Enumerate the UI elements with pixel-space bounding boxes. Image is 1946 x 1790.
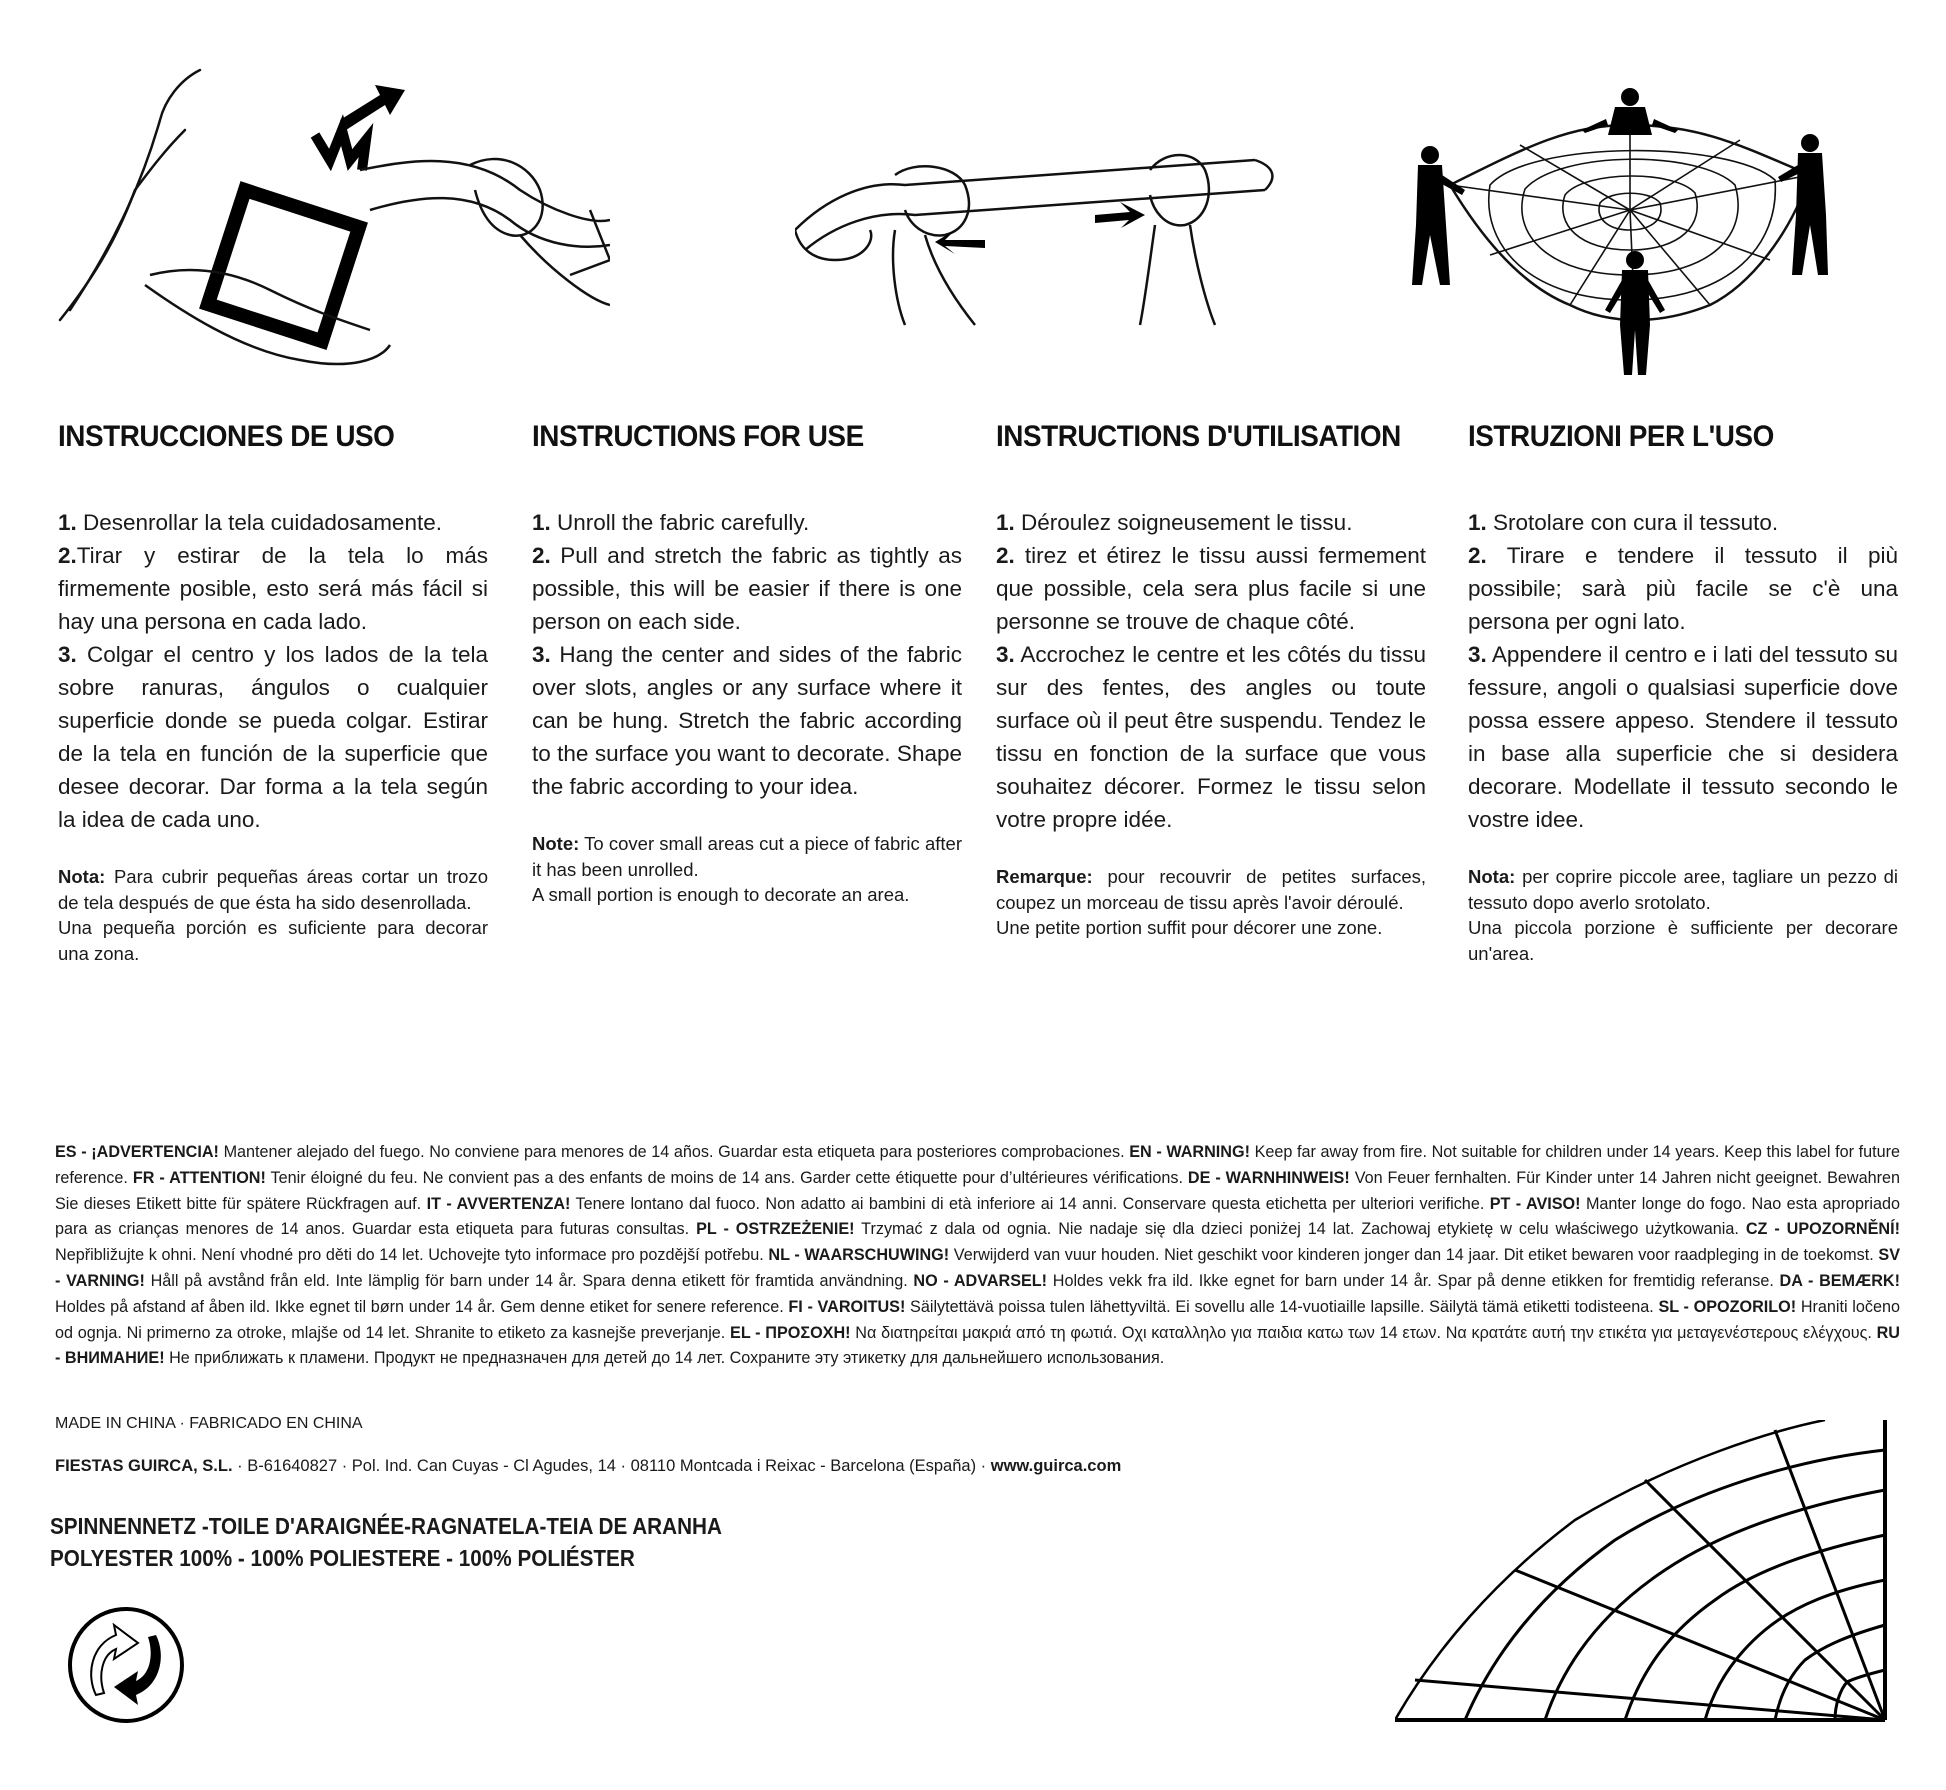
made-in-label: MADE IN CHINA · FABRICADO EN CHINA [55, 1415, 363, 1432]
company-website: www.guirca.com [990, 1457, 1122, 1475]
column-title: INSTRUCTIONS FOR USE [532, 420, 864, 453]
step-2: 2. Pull and stretch the fabric as tightly as possible, this will be easier if there is one person on each side. [532, 543, 962, 634]
green-dot-recycling-icon [66, 1605, 186, 1725]
instructions-column-es [58, 420, 488, 966]
step-2: 2.Tirar y estirar de la tela lo más firmemente posible, esto será más fácil si hay una persona en cada lado. [58, 543, 488, 634]
column-title: ISTRUZIONI PER L'USO [1468, 420, 1774, 453]
product-description [50, 1510, 722, 1574]
note: Nota: Para cubrir pequeñas áreas cortar un trozo de tela después de que ésta ha sido desenrollada. Una pequeña porción es suficiente para decorar una zona. [58, 866, 488, 964]
step-2: 2. tirez et étirez le tissu aussi fermement que possible, cela sera plus facile si une personne se trouve de chaque côté. [996, 543, 1426, 634]
instructions-column-en [532, 420, 962, 908]
step-1: 1. Srotolare con cura il tessuto. [1468, 510, 1779, 535]
product-material-line: POLYESTER 100% - 100% POLIESTERE - 100% POLIÉSTER [50, 1545, 635, 1571]
product-name-line: SPINNENNETZ -TOILE D'ARAIGNÉE-RAGNATELA-TEIA DE ARANHA [50, 1513, 722, 1539]
step-3: 3. Colgar el centro y los lados de la tela sobre ranuras, ángulos o cualquier superficie donde se pueda colgar. Estirar de la tela en función de la superficie que desee decorar. Dar forma a la tela según la idea de cada uno. [58, 642, 488, 832]
step-3: 3. Appendere il centro e i lati del tessuto su fessure, angoli o qualsiasi superficie dove possa essere appeso. Stendere il tessuto in base alla superficie che si desidera decorare. Modellate il tessuto secondo le vostre idee. [1468, 642, 1898, 832]
hand-unrolling-fabric-icon [50, 60, 610, 370]
spiderweb-corner-icon [1395, 1420, 1895, 1732]
column-title: INSTRUCCIONES DE USO [58, 420, 395, 453]
step-1: 1. Desenrollar la tela cuidadosamente. [58, 510, 442, 535]
step-2: 2. Tirare e tendere il tessuto il più possibile; sarà più facile se c'è una persona per ogni lato. [1468, 543, 1898, 634]
step-3: 3. Accrochez le centre et les côtés du tissu sur des fentes, des angles ou toute surface où il peut être suspendu. Tendez le tissu en fonction de la surface que vous souhaitez décorer. Formez le tissu selon votre propre idée. [996, 642, 1426, 832]
step-3: 3. Hang the center and sides of the fabric over slots, angles or any surface where it can be hung. Stretch the fabric according to the surface you want to decorate. Shape the fabric according to your idea. [532, 642, 962, 799]
step-1: 1. Unroll the fabric carefully. [532, 510, 810, 535]
company-address: · B-61640827 · Pol. Ind. Can Cuyas - Cl Agudes, 14 · 08110 Montcada i Reixac - Barcelona (España) · [232, 1457, 991, 1475]
column-title: INSTRUCTIONS D'UTILISATION [996, 420, 1401, 453]
instructions-column-fr [996, 420, 1426, 941]
people-holding-spiderweb-icon [1410, 85, 1830, 375]
note: Nota: per coprire piccole aree, tagliare un pezzo di tessuto dopo averlo srotolato. Una piccola porzione è sufficiente per decorare un'area. [1468, 866, 1898, 964]
company-name: FIESTAS GUIRCA, S.L. [55, 1457, 233, 1475]
note: Note: To cover small areas cut a piece of fabric after it has been unrolled. A small portion is enough to decorate an area. [532, 833, 962, 905]
step-1: 1. Déroulez soigneusement le tissu. [996, 510, 1353, 535]
multilingual-warnings: ES - ¡ADVERTENCIA! Mantener alejado del fuego. No conviene para menores de 14 años. Guardar esta etiqueta para posteriores comprobaciones. EN - WARNING! Keep far away from fire. Not suitable for children under 14 years. Keep this label for future reference. FR - ATTENTION! Tenir éloigné du feu. Ne convient pas a des enfants de moins de 14 ans. Garder cette étiquette pour d’ultérieures vérifications. DE - WARNHINWEIS! Von Feuer fernhalten. Für Kinder unter 14 Jahren nicht geeignet. Bewahren Sie dieses Etikett bitte für spätere Rückfragen auf. IT - AVVERTENZA! Tenere lontano dal fuoco. Non adatto ai bambini di età inferiore ai 14 anni. Conservare questa etichetta per ulteriori verifiche. PT - AVISO! Manter longe do fogo. Nao esta apropriado para as crianças menores de 14 anos. Guardar esta etiqueta para futuras consultas. PL - OSTRZEŻENIE! Trzymać z dala od ognia. Nie nadaje się dla dzieci poniżej 14 lat. Zachowaj etykietę w celu właściwego użytkowania. CZ - UPOZORNĚNÍ! Nepřibližujte k ohni. Není vhodné pro děti do 14 let. Uchovejte tyto informace pro pozdější potřebu. NL - WAARSCHUWING! Verwijderd van vuur houden. Niet geschikt voor kinderen jonger dan 14 jaar. Dit etiket bewaren voor raadpleging in de toekomst. SV - VARNING! Håll på avstånd från eld. Inte lämplig för barn under 14 år. Spara denna etikett för framtida användning. NO - ADVARSEL! Holdes vekk fra ild. Ikke egnet for barn under 14 år. Spar på denne etikken for fremtidig referanse. DA - BEMÆRK! Holdes på afstand af åben ild. Ikke egnet til børn under 14 år. Gem denne etiket for senere reference. FI - VAROITUS! Säilytettävä poissa tulen lähettyviltä. Ei sovellu alle 14-vuotiaille lapsille. Säilytä tämä etiketti todisteena. SL - OPOZORILO! Hraniti ločeno od ognja. Ni primerno za otroke, mlajše od 14 let. Shranite to etiketo za kasnejše preverjanje. EL - ΠΡΟΣΟΧΗ! Να διατηρείται μακριά από τη φωτιά. Οχι καταλληλο για παιδια κατω των 14 ετων. Να κρατάτε αυτή την ετικέτα για μεταγενέστερους ελέγχους. RU - ВНИМАНИЕ! Не приближать к пламени. Продукт не предназначен для детей до 14 лет. Сохраните эту этикетку для дальнейшего использования. [55, 1143, 1900, 1368]
company-info [55, 1457, 1121, 1476]
instructions-column-it [1468, 420, 1898, 966]
hands-stretching-fabric-icon [795, 140, 1285, 330]
note: Remarque: pour recouvrir de petites surfaces, coupez un morceau de tissu après l'avoir déroulé. Une petite portion suffit pour décorer une zone. [996, 866, 1426, 938]
